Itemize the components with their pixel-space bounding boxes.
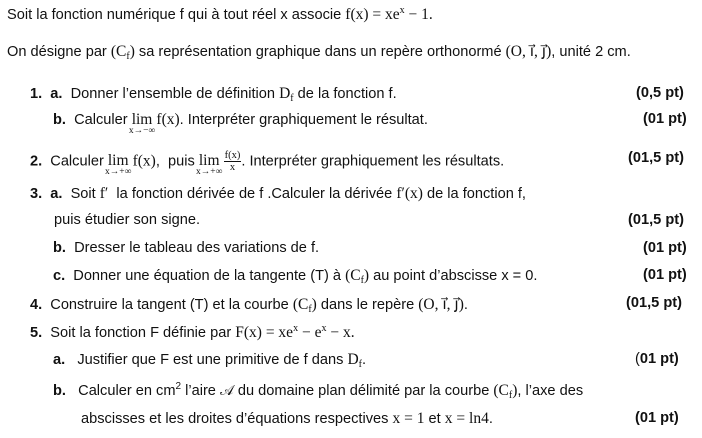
question-5b: b. Calculer en $cm^2$ l’aire 𝒜 du domaine plan délimité par la courbe $(C_f)$, l’axe des — [53, 381, 584, 401]
repere: (O, i⃗, j⃗) — [505, 43, 552, 60]
limit-plus-infinity-ratio: lim x→+∞ — [195, 152, 223, 178]
question-3a: 3. a. Soit f′ la fonction dérivée de f .Calculer la dérivée f′(x) de la fonction f, — [30, 185, 526, 202]
question-5: 5. Soit la fonction F définie par $F(x) = xe^x - e^x - x$. — [30, 323, 355, 341]
points-5a: (01 pt) — [635, 351, 679, 367]
points-3c: (01 pt) — [643, 267, 687, 283]
points-5b: (01 pt) — [635, 410, 679, 426]
points-2: (01,5 pt) — [628, 150, 684, 166]
question-1b: b. Calculer lim x→−∞ f(x). Interpréter graphiquement le résultat. — [53, 111, 428, 136]
limit-minus-infinity: lim x→−∞ — [128, 111, 156, 136]
question-3c: c. Donner une équation de la tangente (T) à $(C_f)$ au point d’abscisse x = 0. — [53, 267, 538, 286]
points-3a: (01,5 pt) — [628, 212, 684, 228]
limit-plus-infinity: lim x→+∞ — [105, 152, 132, 178]
formula-F: $F(x) = xe^x - e^x - x$. — [235, 323, 355, 341]
question-1a: 1. a. Donner l’ensemble de définition $D_f$ de la fonction f. — [30, 85, 397, 104]
intro-function-definition: Soit la fonction numérique f qui à tout réel x associe $f(x) = xe^x - 1$. — [7, 5, 433, 23]
points-4: (01,5 pt) — [626, 295, 682, 311]
question-5b-line2: abscisses et les droites d’équations respectives x = 1 et x = ln4. — [81, 410, 493, 427]
formula-f: $f(x) = xe^x - 1$. — [345, 5, 433, 23]
curve-cf: $(C_f)$ — [110, 43, 135, 62]
intro-representation: On désigne par $(C_f)$ sa représentation graphique dans un repère orthonormé (O, i⃗, j⃗), unité 2 cm. — [7, 43, 631, 62]
question-5a: a. Justifier que F est une primitive de f dans $D_f$. — [53, 351, 367, 370]
question-3a-line2: puis étudier son signe. — [54, 212, 201, 228]
points-1b: (01 pt) — [643, 111, 687, 127]
question-4: 4. Construire la tangent (T) et la courbe $(C_f)$ dans le repère (O, i⃗, j⃗). — [30, 296, 468, 315]
fraction-fx-over-x: $\frac{f(x)}{x}$ — [224, 150, 241, 173]
points-1a: (0,5 pt) — [636, 85, 684, 101]
points-3b: (01 pt) — [643, 240, 687, 256]
question-3b: b. Dresser le tableau des variations de f. — [53, 240, 320, 256]
question-2: 2. Calculer lim x→+∞ f(x), puis lim x→+∞ $\frac{f(x)}{x}$ . Interpréter graphiquement les résultats. — [30, 150, 505, 178]
